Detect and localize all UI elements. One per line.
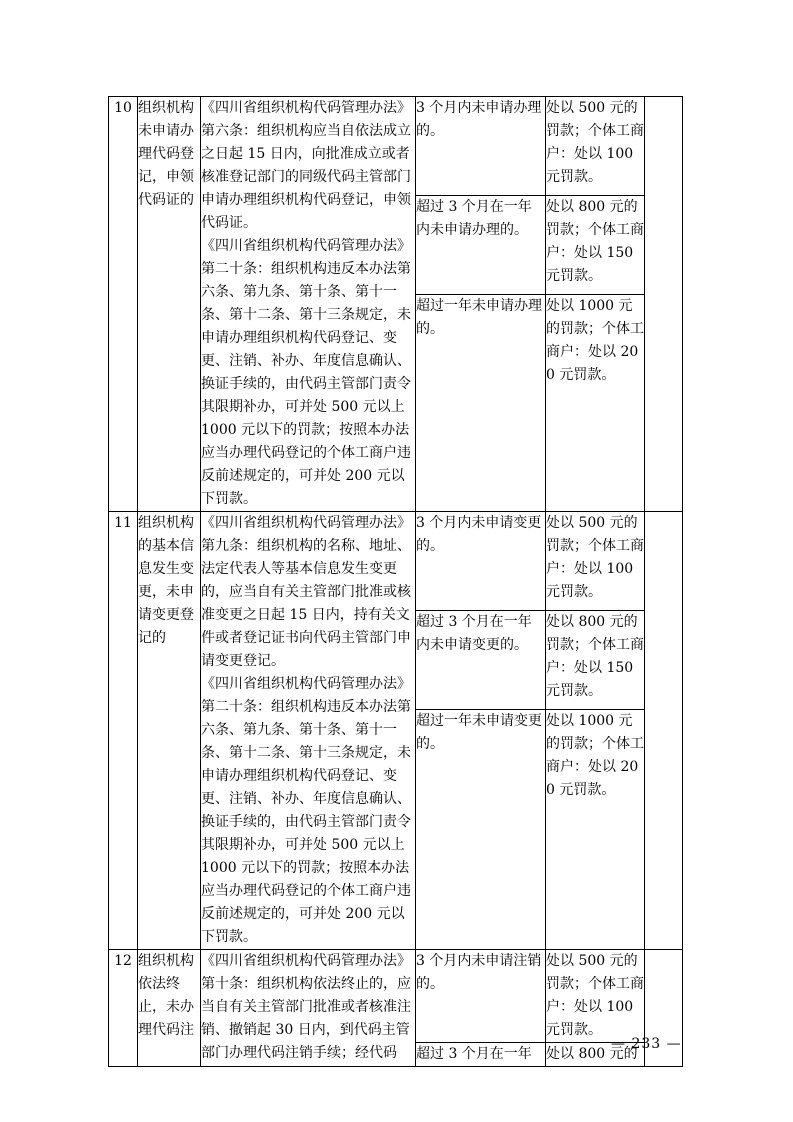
row-number: 10 [109,97,138,512]
remarks-cell [645,512,683,950]
circumstance: 3 个月内未申请注销的。 [416,950,546,1043]
table-row [109,950,683,1043]
penalty-table [108,96,683,1067]
penalty-standard: 处以 800 元的罚款；个体工商户：处以 150 元罚款。 [546,611,645,710]
penalty-standard: 处以 800 元的罚款；个体工商户：处以 150 元罚款。 [546,196,645,295]
circumstance: 超过 3 个月在一年内未申请办理的。 [416,196,546,295]
table-row [109,97,683,196]
legal-basis: 《四川省组织机构代码管理办法》第六条：组织机构应当自依法成立之日起 15 日内，向批准成立或者核准登记部门的同级代码主管部门申请办理组织机构代码登记，申领代码证。 《四川省组织机构代码管理办法》第二十条：组织机构违反本办法第六条、第九条、第十条、第十一条、第十二条、第十三条规定，未申请办理组织机构代码登记、变更、注销、补办、年度信息确认、换证手续的，由代码主管部门责令其限期补办，可并处 500 元以上 1000 元以下的罚款；按照本办法应当办理代码登记的个体工商户违反前述规定的，可并处 200 元以下罚款。 [201,97,416,512]
circumstance: 3 个月内未申请办理的。 [416,97,546,196]
remarks-cell [645,97,683,512]
row-number: 12 [109,950,138,1067]
violation-behavior: 组织机构依法终止，未办理代码注 [138,950,201,1067]
circumstance: 超过一年未申请办理的。 [416,295,546,512]
penalty-standard: 处以 800 元的 [546,1043,645,1067]
row-number: 11 [109,512,138,950]
circumstance: 超过 3 个月在一年 [416,1043,546,1067]
penalty-standard: 处以 500 元的罚款；个体工商户：处以 100 元罚款。 [546,950,645,1043]
table-row [109,512,683,611]
legal-basis: 《四川省组织机构代码管理办法》第十条：组织机构依法终止的，应当自有关主管部门批准或者核准注销、撤销起 30 日内，到代码主管部门办理代码注销手续；经代码 [201,950,416,1067]
legal-basis: 《四川省组织机构代码管理办法》第九条：组织机构的名称、地址、法定代表人等基本信息发生变更的，应当自有关主管部门批准或核准变更之日起 15 日内，持有关文件或者登记证书向代码主管部门申请变更登记。 《四川省组织机构代码管理办法》第二十条：组织机构违反本办法第六条、第九条、第十条、第十一条、第十二条、第十三条规定，未申请办理组织机构代码登记、变更、注销、补办、年度信息确认、换证手续的，由代码主管部门责令其限期补办，可并处 500 元以上 1000 元以下的罚款；按照本办法应当办理代码登记的个体工商户违反前述规定的，可并处 200 元以下罚款。 [201,512,416,950]
page-number: — 233 — [611,1036,682,1052]
circumstance: 超过 3 个月在一年内未申请变更的。 [416,611,546,710]
penalty-standard: 处以 500 元的罚款；个体工商户：处以 100 元罚款。 [546,512,645,611]
circumstance: 3 个月内未申请变更的。 [416,512,546,611]
penalty-standard: 处以 500 元的罚款；个体工商户：处以 100 元罚款。 [546,97,645,196]
penalty-standard: 处以 1000 元的罚款；个体工商户：处以 200 元罚款。 [546,295,645,512]
violation-behavior: 组织机构未申请办理代码登记，申领代码证的 [138,97,201,512]
violation-behavior: 组织机构的基本信息发生变更，未申请变更登记的 [138,512,201,950]
circumstance: 超过一年未申请变更的。 [416,710,546,950]
penalty-standard: 处以 1000 元的罚款；个体工商户：处以 200 元罚款。 [546,710,645,950]
